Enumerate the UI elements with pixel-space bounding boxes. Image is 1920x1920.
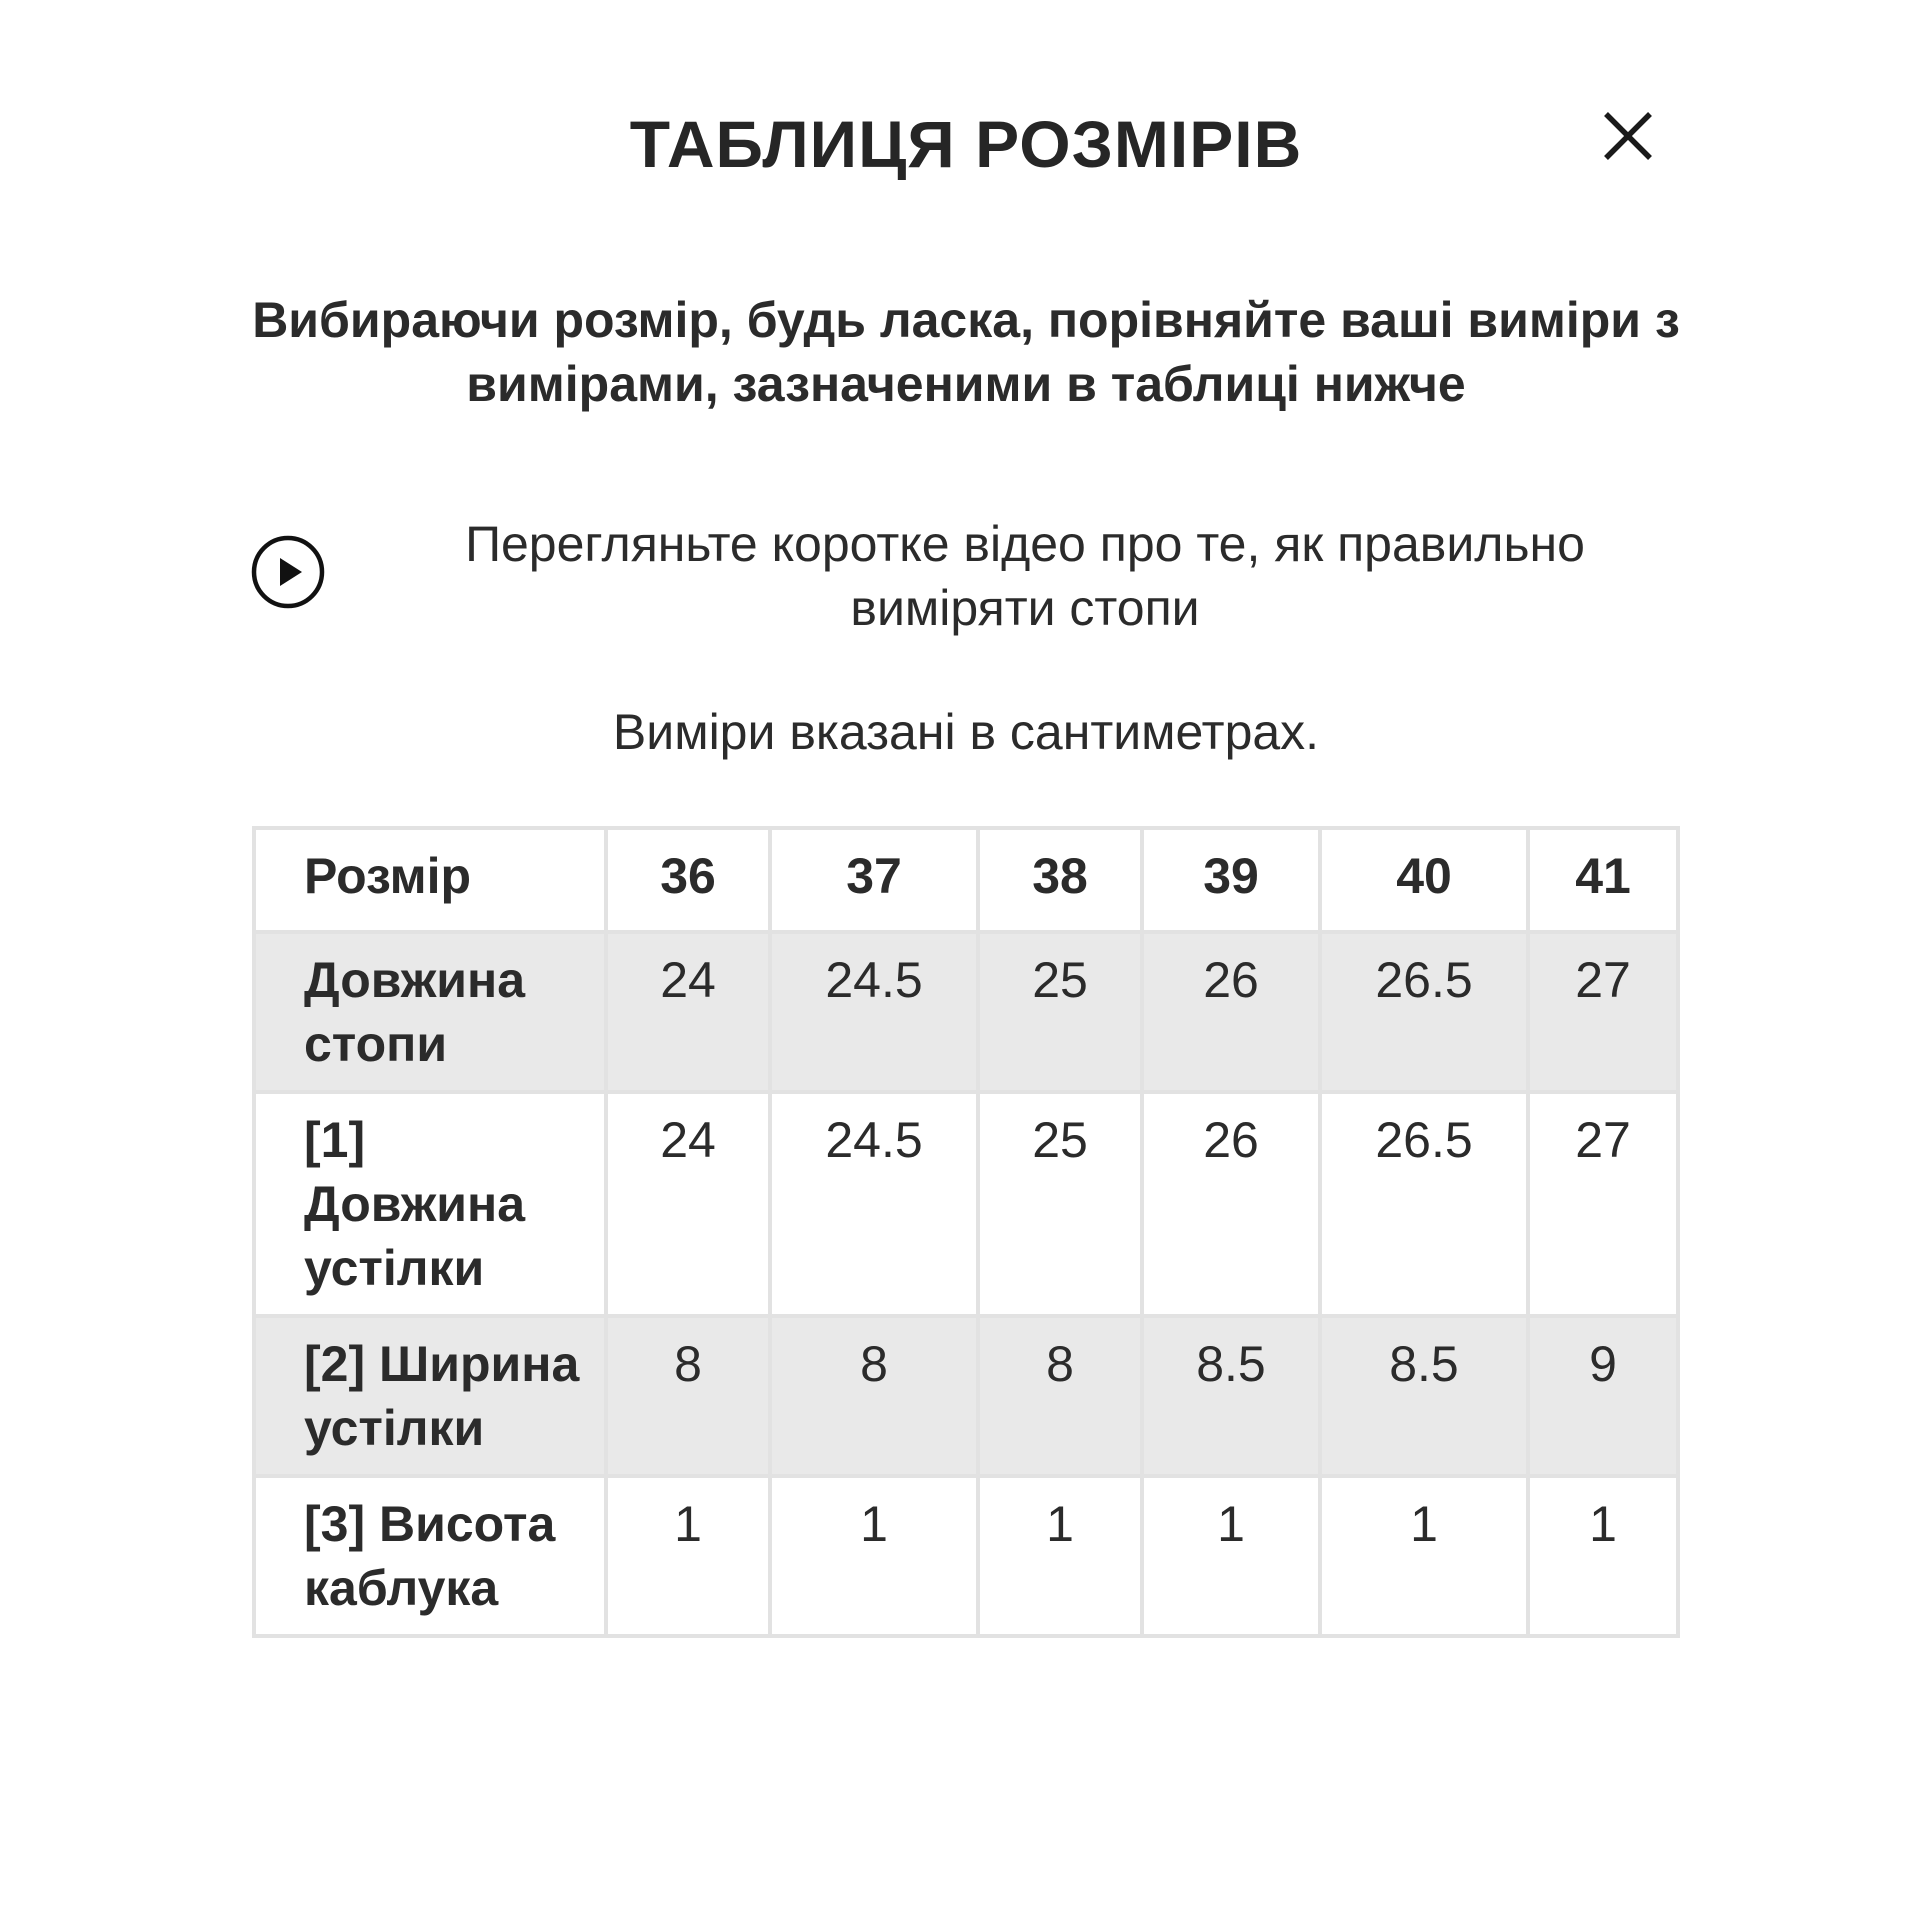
table-cell: 25 [978,932,1142,1092]
table-cell: 8 [978,1316,1142,1476]
table-cell: 26 [1142,1092,1320,1316]
table-cell: 9 [1528,1316,1678,1476]
table-cell: 8.5 [1320,1316,1528,1476]
size-table [252,826,1680,1638]
table-cell: 26.5 [1320,932,1528,1092]
table-cell: 1 [1320,1476,1528,1636]
table-cell: 27 [1528,1092,1678,1316]
table-row [254,932,1678,1092]
units-note: Виміри вказані в сантиметрах. [612,704,1320,760]
table-row [254,1316,1678,1476]
table-cell: 8 [770,1316,978,1476]
close-button[interactable] [1596,104,1660,168]
row-label: [2] Ширина устілки [254,1316,606,1476]
table-cell: 1 [1528,1476,1678,1636]
size-header-cell: 36 [606,828,770,932]
table-row [254,1092,1678,1316]
video-link-row[interactable] [250,512,1670,642]
table-cell: 24 [606,932,770,1092]
row-label: [3] Висота каблука [254,1476,606,1636]
row-label: [1] Довжина устілки [254,1092,606,1316]
table-cell: 27 [1528,932,1678,1092]
modal-title: ТАБЛИЦЯ РОЗМІРІВ [629,107,1303,181]
table-header-row [254,828,1678,932]
table-cell: 8 [606,1316,770,1476]
row-label: Довжина стопи [254,932,606,1092]
close-icon [1596,104,1660,168]
size-header-cell: 41 [1528,828,1678,932]
play-icon[interactable] [250,534,326,610]
table-cell: 1 [1142,1476,1320,1636]
table-cell: 26 [1142,932,1320,1092]
table-cell: 8.5 [1142,1316,1320,1476]
size-header-cell: 37 [770,828,978,932]
table-cell: 1 [606,1476,770,1636]
table-cell: 24.5 [770,1092,978,1316]
table-cell: 1 [978,1476,1142,1636]
table-row [254,1476,1678,1636]
video-link-text[interactable]: Перегляньте коротке відео про те, як правильно виміряти стопи [465,516,1585,636]
intro-text: Вибираючи розмір, будь ласка, порівняйте ваші виміри з вимірами, зазначеними в таблиці нижче [252,292,1680,412]
table-cell: 1 [770,1476,978,1636]
table-cell: 25 [978,1092,1142,1316]
size-header-cell: 39 [1142,828,1320,932]
header-label: Розмір [254,828,606,932]
table-cell: 24 [606,1092,770,1316]
table-cell: 24.5 [770,932,978,1092]
size-header-cell: 38 [978,828,1142,932]
table-cell: 26.5 [1320,1092,1528,1316]
size-header-cell: 40 [1320,828,1528,932]
